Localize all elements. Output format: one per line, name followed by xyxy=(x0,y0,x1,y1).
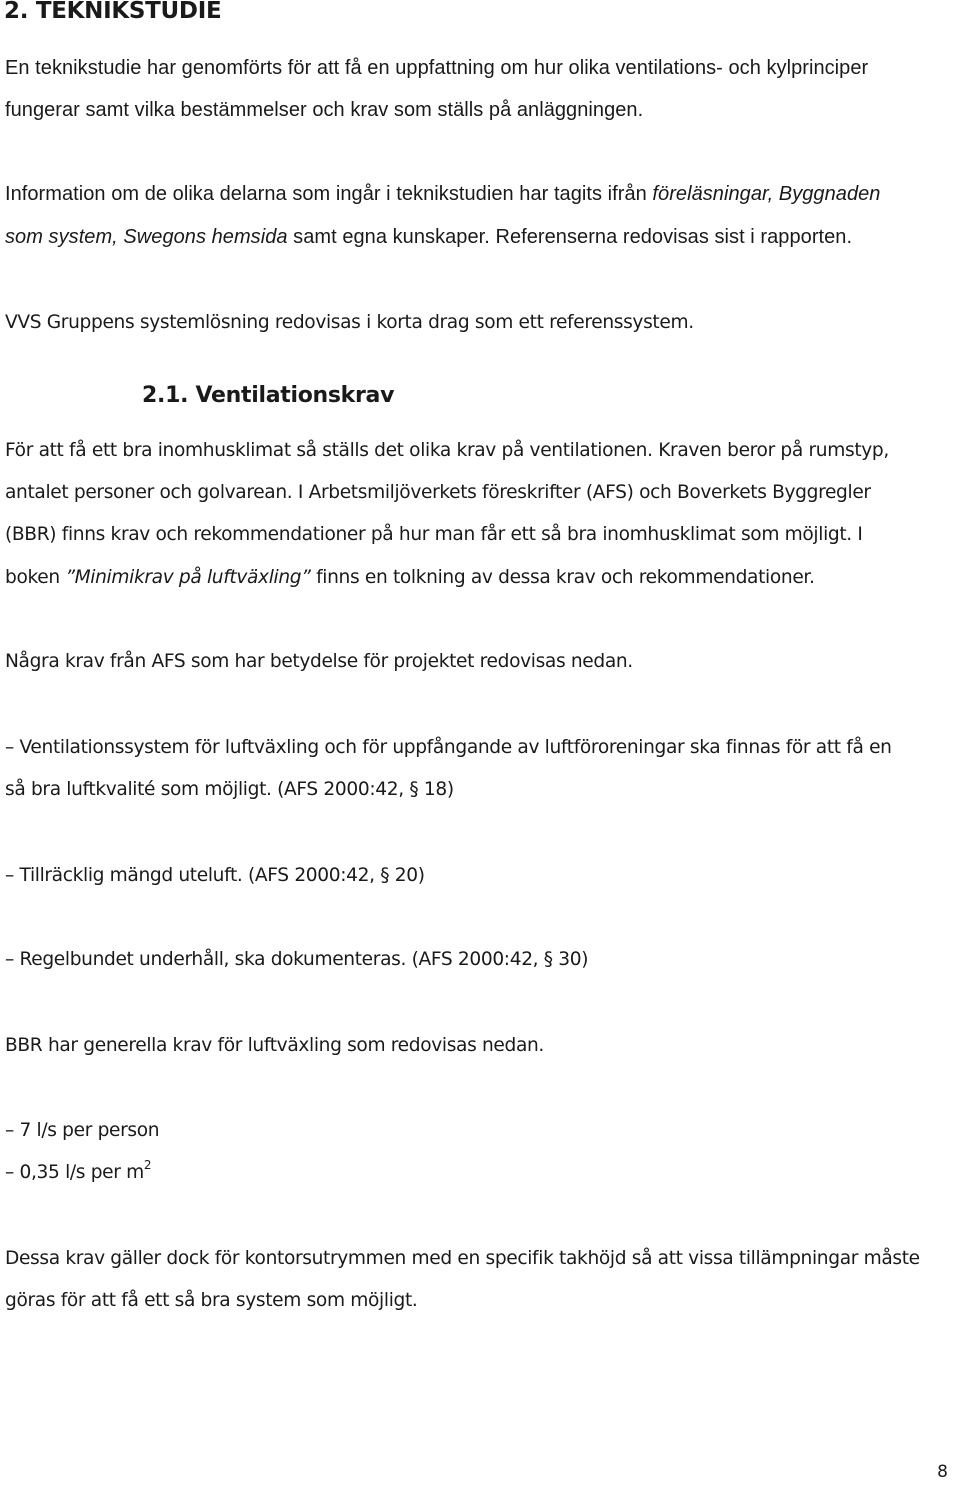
ventilation-text: boken xyxy=(5,567,66,588)
conclusion-line-2: göras för att få ett så bra system som möjligt. xyxy=(5,1290,418,1311)
sources-line-1 xyxy=(5,182,880,206)
page-number: 8 xyxy=(937,1462,948,1482)
book-title: ”Minimikrav på luftväxling” xyxy=(65,567,311,588)
afs-item-1-line-2: så bra luftkvalité som möjligt. (AFS 2000:42, § 18) xyxy=(5,779,454,800)
conclusion-line-1: Dessa krav gäller dock för kontorsutrymmen med en specifik takhöjd så att vissa tillämpningar måste xyxy=(5,1248,920,1269)
sources-text: Information om de olika delarna som ingår i teknikstudien har tagits ifrån xyxy=(5,183,653,205)
sources-italic-text: föreläsningar, Byggnaden xyxy=(652,183,881,205)
subsection-heading: 2.1. Ventilationskrav xyxy=(142,383,395,408)
sources-text: samt egna kunskaper. Referenserna redovisas sist i rapporten. xyxy=(287,226,853,248)
superscript: 2 xyxy=(143,1157,152,1172)
bbr-intro: BBR har generella krav för luftväxling som redovisas nedan. xyxy=(5,1035,544,1056)
bbr-item-1: – 7 l/s per person xyxy=(5,1120,160,1141)
afs-intro: Några krav från AFS som har betydelse för projektet redovisas nedan. xyxy=(5,651,633,672)
intro-line-1: En teknikstudie har genomförts för att få en uppfattning om hur olika ventilations- och kylprinciper xyxy=(5,57,869,79)
intro-line-2: fungerar samt vilka bestämmelser och krav som ställs på anläggningen. xyxy=(5,99,644,121)
ventilation-text: finns en tolkning av dessa krav och rekommendationer. xyxy=(310,567,815,588)
sources-line-2 xyxy=(5,225,852,249)
ventilation-line-1: För att få ett bra inomhusklimat så ställs det olika krav på ventilationen. Kraven beror på rumstyp, xyxy=(5,440,889,461)
afs-item-1-line-1: – Ventilationssystem för luftväxling och för uppfångande av luftföroreningar ska finnas för att få en xyxy=(5,737,892,758)
afs-item-3: – Regelbundet underhåll, ska dokumenteras. (AFS 2000:42, § 30) xyxy=(5,949,589,970)
ventilation-line-2: antalet personer och golvarean. I Arbetsmiljöverkets föreskrifter (AFS) och Boverkets Byggregler xyxy=(5,482,871,503)
vvs-paragraph: VVS Gruppens systemlösning redovisas i korta drag som ett referenssystem. xyxy=(5,312,694,333)
bbr-item-2-text: – 0,35 l/s per m xyxy=(5,1162,144,1183)
ventilation-line-3: (BBR) finns krav och rekommendationer på hur man får ett så bra inomhusklimat som möjligt. I xyxy=(5,524,863,545)
sources-italic-text: som system, Swegons hemsida xyxy=(5,226,288,248)
ventilation-line-4 xyxy=(5,566,815,590)
bbr-item-2 xyxy=(5,1157,152,1185)
section-heading: 2. TEKNIKSTUDIE xyxy=(4,0,222,24)
afs-item-2: – Tillräcklig mängd uteluft. (AFS 2000:42, § 20) xyxy=(5,865,425,886)
